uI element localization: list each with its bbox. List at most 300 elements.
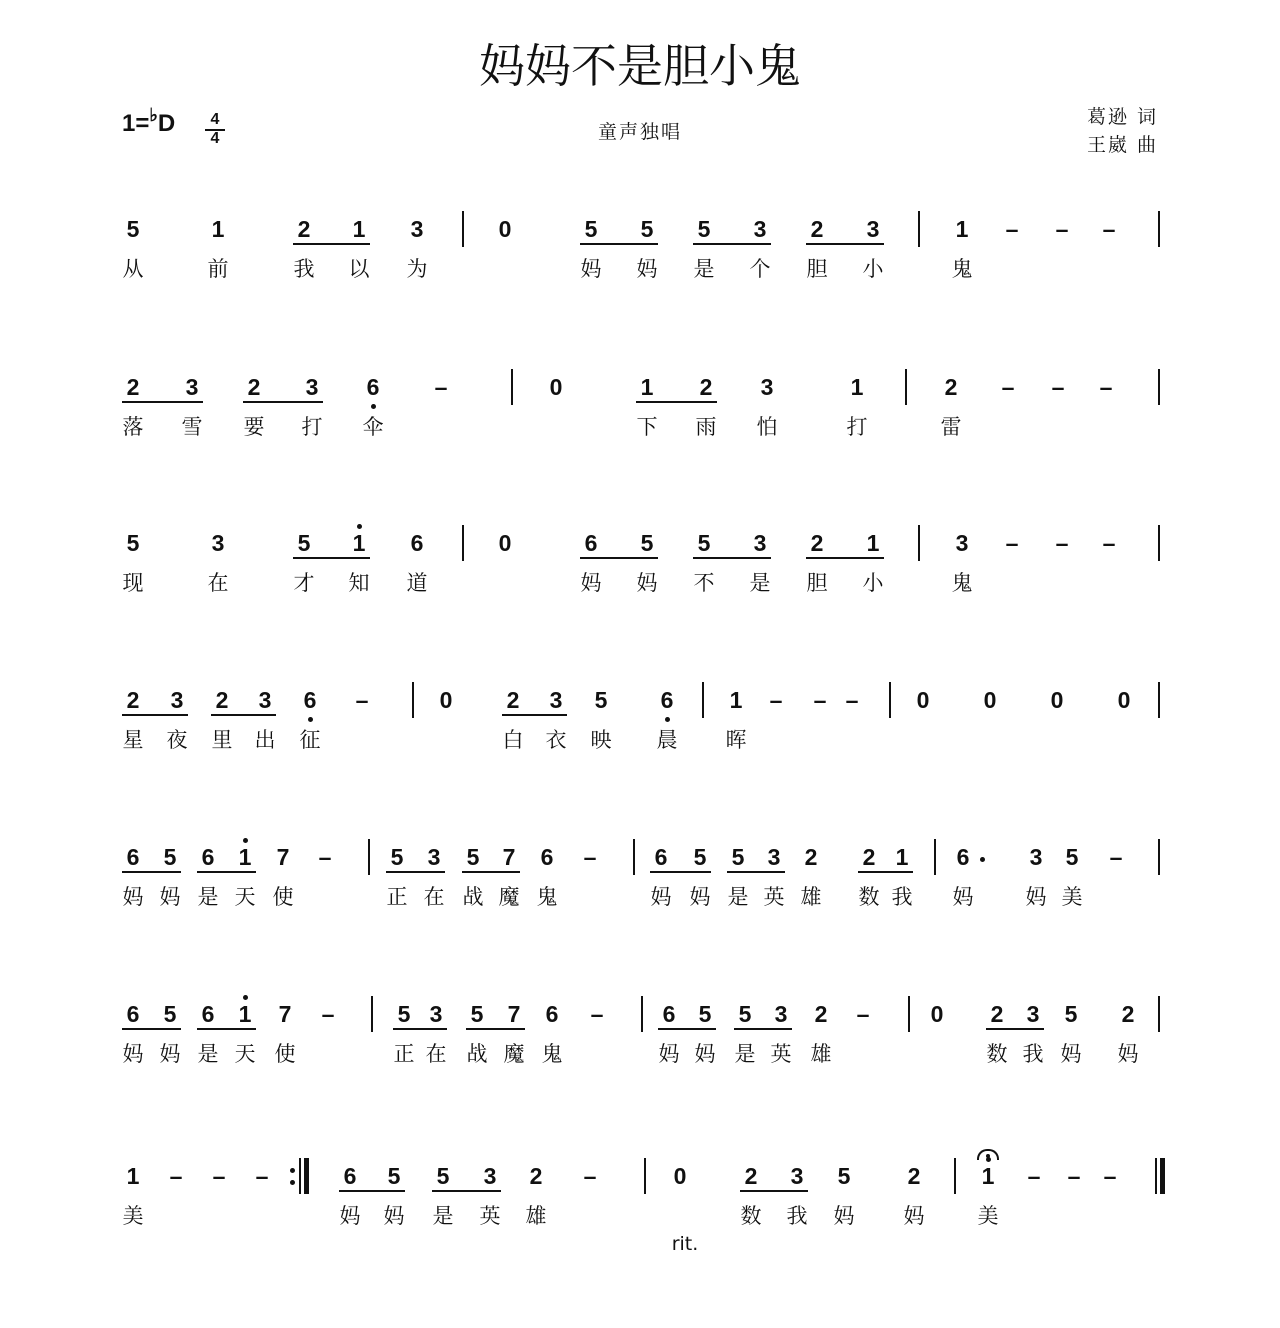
lyric-char: 雨: [695, 415, 717, 439]
lyric-char: 美: [977, 1204, 999, 1228]
jianpu-note: 6: [540, 844, 554, 870]
jianpu-note: 5: [397, 1001, 411, 1027]
lyric-char: 天: [234, 1042, 256, 1066]
jianpu-note: 1: [955, 216, 969, 242]
lyric-char: 是: [197, 885, 219, 909]
eighth-beam: [243, 401, 323, 403]
repeat-thin-bar: [299, 1158, 301, 1194]
bar-line: [371, 996, 373, 1032]
lyric-char: 才: [293, 571, 315, 595]
eighth-beam: [693, 557, 771, 559]
jianpu-note: 2: [810, 216, 824, 242]
jianpu-note: 5: [640, 530, 654, 556]
jianpu-note: 5: [390, 844, 404, 870]
jianpu-note: 7: [278, 1001, 292, 1027]
eighth-beam: [339, 1190, 405, 1192]
jianpu-note: 2: [247, 374, 261, 400]
lyric-char: 雄: [800, 885, 822, 909]
jianpu-note: 3: [866, 216, 880, 242]
jianpu-note: 5: [163, 1001, 177, 1027]
jianpu-note: 5: [387, 1163, 401, 1189]
jianpu-note: 3: [258, 687, 272, 713]
jianpu-note: 6: [654, 844, 668, 870]
jianpu-note: 5: [470, 1001, 484, 1027]
jianpu-note: 5: [697, 216, 711, 242]
eighth-beam: [197, 871, 256, 873]
lyric-char: 打: [301, 415, 323, 439]
lyric-char: 雷: [940, 415, 962, 439]
jianpu-note: 7: [507, 1001, 521, 1027]
jianpu-note: 5: [126, 216, 140, 242]
jianpu-note: 5: [436, 1163, 450, 1189]
jianpu-note: 0: [498, 216, 512, 242]
jianpu-note: 0: [930, 1001, 944, 1027]
jianpu-note: –: [169, 1163, 183, 1189]
time-signature-bottom: 4: [210, 130, 220, 147]
lyric-char: 知: [348, 571, 370, 595]
jianpu-note: 5: [640, 216, 654, 242]
eighth-beam: [502, 714, 567, 716]
lyric-char: 在: [207, 571, 229, 595]
bar-line: [702, 682, 704, 718]
lyric-char: 是: [197, 1042, 219, 1066]
lyric-char: 使: [272, 885, 294, 909]
lyric-char: 雄: [525, 1204, 547, 1228]
jianpu-note: 2: [944, 374, 958, 400]
lyric-char: 妈: [1025, 885, 1047, 909]
bar-line: [954, 1158, 956, 1194]
jianpu-note: 6: [660, 687, 674, 713]
lyric-char: 夜: [166, 728, 188, 752]
jianpu-note: –: [583, 1163, 597, 1189]
lyric-char: 是: [749, 571, 771, 595]
bar-line: [462, 525, 464, 561]
key-signature: [122, 105, 176, 138]
lyric-char: 星: [122, 728, 144, 752]
lyric-char: 在: [425, 1042, 447, 1066]
jianpu-note: 3: [767, 844, 781, 870]
jianpu-note: –: [1102, 530, 1116, 556]
lyric-char: 怕: [756, 415, 778, 439]
lyric-char: 魔: [498, 885, 520, 909]
jianpu-note: 6: [584, 530, 598, 556]
bar-line: [918, 211, 920, 247]
jianpu-note: 5: [837, 1163, 851, 1189]
jianpu-note: 3: [410, 216, 424, 242]
bar-line: [1158, 996, 1160, 1032]
jianpu-note: 2: [990, 1001, 1004, 1027]
jianpu-note: –: [1005, 530, 1019, 556]
eighth-beam: [122, 714, 188, 716]
lyric-char: 妈: [650, 885, 672, 909]
ritardando-mark: rit.: [671, 1233, 699, 1255]
eighth-beam: [432, 1190, 501, 1192]
jianpu-note: 2: [907, 1163, 921, 1189]
jianpu-note: 6: [662, 1001, 676, 1027]
lyric-char: 数: [858, 885, 880, 909]
jianpu-note: –: [1067, 1163, 1081, 1189]
eighth-beam: [806, 243, 884, 245]
jianpu-note: 1: [352, 216, 366, 242]
final-thick-bar: [1160, 1158, 1165, 1194]
final-thin-bar: [1155, 1158, 1157, 1194]
eighth-beam: [293, 557, 370, 559]
jianpu-note: –: [769, 687, 783, 713]
lyric-char: 战: [462, 885, 484, 909]
jianpu-note: –: [583, 844, 597, 870]
jianpu-note: 3: [760, 374, 774, 400]
lyric-char: 道: [406, 571, 428, 595]
high-octave-dot: [357, 524, 362, 529]
high-octave-dot: [243, 838, 248, 843]
eighth-beam: [986, 1028, 1044, 1030]
jianpu-note: 7: [276, 844, 290, 870]
jianpu-note: 1: [352, 530, 366, 556]
low-octave-dot: [371, 404, 376, 409]
jianpu-note: 2: [506, 687, 520, 713]
eighth-beam: [197, 1028, 256, 1030]
eighth-beam: [693, 243, 771, 245]
jianpu-note: 1: [981, 1163, 995, 1189]
lyric-char: 胆: [806, 571, 828, 595]
eighth-beam: [636, 401, 717, 403]
jianpu-note: –: [1001, 374, 1015, 400]
jianpu-note: 2: [529, 1163, 543, 1189]
lyric-char: 是: [734, 1042, 756, 1066]
jianpu-note: –: [813, 687, 827, 713]
jianpu-note: 6: [126, 844, 140, 870]
jianpu-note: 2: [810, 530, 824, 556]
jianpu-note: 2: [1121, 1001, 1135, 1027]
jianpu-note: 2: [126, 687, 140, 713]
lyric-char: 我: [293, 257, 315, 281]
jianpu-note: –: [1103, 1163, 1117, 1189]
lyric-char: 妈: [1117, 1042, 1139, 1066]
lyric-char: 伞: [362, 415, 384, 439]
lyric-char: 使: [274, 1042, 296, 1066]
lyric-char: 胆: [806, 257, 828, 281]
jianpu-note: 2: [297, 216, 311, 242]
jianpu-note: 0: [983, 687, 997, 713]
lyric-char: 妈: [159, 885, 181, 909]
jianpu-note: 1: [866, 530, 880, 556]
eighth-beam: [858, 871, 913, 873]
bar-line: [641, 996, 643, 1032]
jianpu-note: 3: [211, 530, 225, 556]
jianpu-note: 6: [303, 687, 317, 713]
eighth-beam: [462, 871, 520, 873]
low-octave-dot: [308, 717, 313, 722]
bar-line: [644, 1158, 646, 1194]
bar-line: [511, 369, 513, 405]
jianpu-note: 0: [439, 687, 453, 713]
lyric-char: 里: [211, 728, 233, 752]
jianpu-note: 6: [366, 374, 380, 400]
lyric-char: 魔: [503, 1042, 525, 1066]
low-octave-dot: [665, 717, 670, 722]
lyric-char: 妈: [580, 571, 602, 595]
bar-line: [412, 682, 414, 718]
jianpu-note: 1: [211, 216, 225, 242]
jianpu-note: –: [318, 844, 332, 870]
bar-line: [918, 525, 920, 561]
lyric-char: 在: [423, 885, 445, 909]
lyric-char: 小: [862, 257, 884, 281]
jianpu-note: –: [1099, 374, 1113, 400]
jianpu-note: –: [321, 1001, 335, 1027]
high-octave-dot: [243, 995, 248, 1000]
lyric-char: 数: [740, 1204, 762, 1228]
jianpu-note: 3: [753, 530, 767, 556]
eighth-beam: [122, 401, 203, 403]
eighth-beam: [658, 1028, 716, 1030]
eighth-beam: [393, 1028, 447, 1030]
jianpu-note: –: [255, 1163, 269, 1189]
lyric-char: 妈: [636, 571, 658, 595]
bar-line: [934, 839, 936, 875]
lyric-char: 美: [122, 1204, 144, 1228]
jianpu-note: –: [1055, 530, 1069, 556]
bar-line: [462, 211, 464, 247]
lyric-char: 妈: [903, 1204, 925, 1228]
lyric-char: 天: [234, 885, 256, 909]
lyric-char: 要: [243, 415, 265, 439]
jianpu-note: 3: [955, 530, 969, 556]
lyric-char: 是: [432, 1204, 454, 1228]
jianpu-note: 3: [429, 1001, 443, 1027]
lyric-char: 英: [763, 885, 785, 909]
lyric-char: 英: [479, 1204, 501, 1228]
lyric-char: 妈: [694, 1042, 716, 1066]
bar-line: [1158, 369, 1160, 405]
jianpu-note: 5: [466, 844, 480, 870]
jianpu-note: 5: [698, 1001, 712, 1027]
lyric-char: 妈: [689, 885, 711, 909]
jianpu-note: 2: [862, 844, 876, 870]
lyric-char: 晨: [656, 728, 678, 752]
eighth-beam: [727, 871, 785, 873]
eighth-beam: [806, 557, 884, 559]
lyric-char: 妈: [339, 1204, 361, 1228]
lyric-char: 是: [693, 257, 715, 281]
lyric-char: 落: [122, 415, 144, 439]
repeat-thick-bar: [304, 1158, 309, 1194]
jianpu-note: 7: [502, 844, 516, 870]
jianpu-note: 0: [1117, 687, 1131, 713]
jianpu-note: –: [1005, 216, 1019, 242]
key-prefix: 1=: [122, 110, 150, 137]
lyric-char: 不: [693, 571, 715, 595]
jianpu-note: 5: [1064, 1001, 1078, 1027]
lyric-char: 战: [466, 1042, 488, 1066]
jianpu-note: 5: [297, 530, 311, 556]
repeat-dot: [290, 1168, 295, 1173]
eighth-beam: [122, 871, 181, 873]
lyric-char: 我: [786, 1204, 808, 1228]
jianpu-note: 3: [185, 374, 199, 400]
jianpu-note: –: [590, 1001, 604, 1027]
lyric-char: 妈: [658, 1042, 680, 1066]
jianpu-note: –: [856, 1001, 870, 1027]
eighth-beam: [740, 1190, 808, 1192]
lyric-char: 打: [846, 415, 868, 439]
lyric-char: 映: [590, 728, 612, 752]
lyric-char: 妈: [122, 885, 144, 909]
lyric-char: 鬼: [951, 257, 973, 281]
jianpu-note: 5: [126, 530, 140, 556]
composer-credit: 王崴 曲: [1086, 134, 1158, 156]
eighth-beam: [211, 714, 276, 716]
jianpu-note: –: [1102, 216, 1116, 242]
lyric-char: 前: [207, 257, 229, 281]
lyric-char: 妈: [952, 885, 974, 909]
jianpu-note: 1: [238, 1001, 252, 1027]
jianpu-note: 2: [699, 374, 713, 400]
jianpu-note: –: [1027, 1163, 1041, 1189]
eighth-beam: [386, 871, 445, 873]
lyricist-credit: 葛逊 词: [1086, 106, 1158, 128]
jianpu-note: 3: [790, 1163, 804, 1189]
lyric-char: 正: [393, 1042, 415, 1066]
jianpu-note: 6: [410, 530, 424, 556]
lyric-char: 个: [749, 257, 771, 281]
jianpu-note: 3: [774, 1001, 788, 1027]
jianpu-note: 3: [549, 687, 563, 713]
lyric-char: 妈: [122, 1042, 144, 1066]
eighth-beam: [650, 871, 711, 873]
lyric-char: 衣: [545, 728, 567, 752]
jianpu-note: 3: [753, 216, 767, 242]
jianpu-note: 0: [916, 687, 930, 713]
performance-note: 童声独唱: [597, 121, 682, 143]
lyric-char: 正: [386, 885, 408, 909]
lyric-char: 妈: [1060, 1042, 1082, 1066]
jianpu-note: 5: [697, 530, 711, 556]
jianpu-note: 0: [498, 530, 512, 556]
lyric-char: 妈: [580, 257, 602, 281]
jianpu-note: 1: [850, 374, 864, 400]
jianpu-note: 6: [201, 1001, 215, 1027]
jianpu-note: 2: [744, 1163, 758, 1189]
jianpu-note: –: [845, 687, 859, 713]
jianpu-note: 3: [1026, 1001, 1040, 1027]
jianpu-note: 1: [640, 374, 654, 400]
lyric-char: 妈: [833, 1204, 855, 1228]
lyric-char: 鬼: [536, 885, 558, 909]
jianpu-note: 3: [427, 844, 441, 870]
jianpu-note: 1: [895, 844, 909, 870]
song-title: 妈妈不是胆小鬼: [479, 39, 801, 93]
lyric-char: 晖: [725, 728, 747, 752]
jianpu-note: 2: [814, 1001, 828, 1027]
jianpu-note: 5: [731, 844, 745, 870]
jianpu-note: 6: [343, 1163, 357, 1189]
jianpu-note: –: [434, 374, 448, 400]
time-signature: [205, 112, 225, 147]
jianpu-note: 5: [738, 1001, 752, 1027]
bar-line: [908, 996, 910, 1032]
lyric-char: 我: [1022, 1042, 1044, 1066]
jianpu-note: 0: [1050, 687, 1064, 713]
lyric-char: 从: [122, 257, 144, 281]
repeat-dot: [290, 1180, 295, 1185]
jianpu-note: 3: [483, 1163, 497, 1189]
lyric-char: 美: [1061, 885, 1083, 909]
bar-line: [633, 839, 635, 875]
lyric-char: 英: [770, 1042, 792, 1066]
jianpu-note: –: [1051, 374, 1065, 400]
eighth-beam: [122, 1028, 181, 1030]
eighth-beam: [580, 243, 658, 245]
jianpu-note: 5: [163, 844, 177, 870]
lyric-char: 小: [862, 571, 884, 595]
jianpu-note: –: [1055, 216, 1069, 242]
lyric-char: 是: [727, 885, 749, 909]
jianpu-note: 1: [238, 844, 252, 870]
jianpu-note: 2: [215, 687, 229, 713]
jianpu-note: 2: [126, 374, 140, 400]
jianpu-note: 3: [305, 374, 319, 400]
lyric-char: 鬼: [951, 571, 973, 595]
time-signature-top: 4: [205, 112, 225, 131]
bar-line: [1158, 839, 1160, 875]
jianpu-note: 1: [729, 687, 743, 713]
jianpu-note: 6: [126, 1001, 140, 1027]
lyric-char: 鬼: [541, 1042, 563, 1066]
flat-accidental: ♭: [149, 105, 158, 125]
jianpu-note: 5: [693, 844, 707, 870]
lyric-char: 妈: [383, 1204, 405, 1228]
lyric-char: 数: [986, 1042, 1008, 1066]
eighth-beam: [580, 557, 658, 559]
jianpu-note: 5: [1065, 844, 1079, 870]
lyric-char: 妈: [159, 1042, 181, 1066]
fermata-dot: [986, 1154, 990, 1158]
jianpu-note: 5: [584, 216, 598, 242]
jianpu-note: –: [1109, 844, 1123, 870]
jianpu-note: 0: [549, 374, 563, 400]
lyric-char: 以: [348, 257, 370, 281]
bar-line: [1158, 682, 1160, 718]
jianpu-note: 1: [126, 1163, 140, 1189]
lyric-char: 雄: [810, 1042, 832, 1066]
augmentation-dot: [980, 857, 985, 862]
jianpu-note: –: [355, 687, 369, 713]
bar-line: [368, 839, 370, 875]
jianpu-note: 2: [804, 844, 818, 870]
lyric-char: 现: [122, 571, 144, 595]
lyric-char: 妈: [636, 257, 658, 281]
eighth-beam: [293, 243, 370, 245]
jianpu-note: 0: [673, 1163, 687, 1189]
jianpu-note: 6: [956, 844, 970, 870]
jianpu-note: 5: [594, 687, 608, 713]
jianpu-note: 3: [170, 687, 184, 713]
jianpu-note: 6: [545, 1001, 559, 1027]
lyric-char: 白: [502, 728, 524, 752]
lyric-char: 为: [406, 257, 428, 281]
eighth-beam: [734, 1028, 792, 1030]
jianpu-note: –: [212, 1163, 226, 1189]
bar-line: [1158, 525, 1160, 561]
key-note: D: [157, 110, 176, 137]
bar-line: [889, 682, 891, 718]
bar-line: [1158, 211, 1160, 247]
jianpu-note: 3: [1029, 844, 1043, 870]
bar-line: [905, 369, 907, 405]
lyric-char: 我: [891, 885, 913, 909]
lyric-char: 下: [636, 415, 658, 439]
